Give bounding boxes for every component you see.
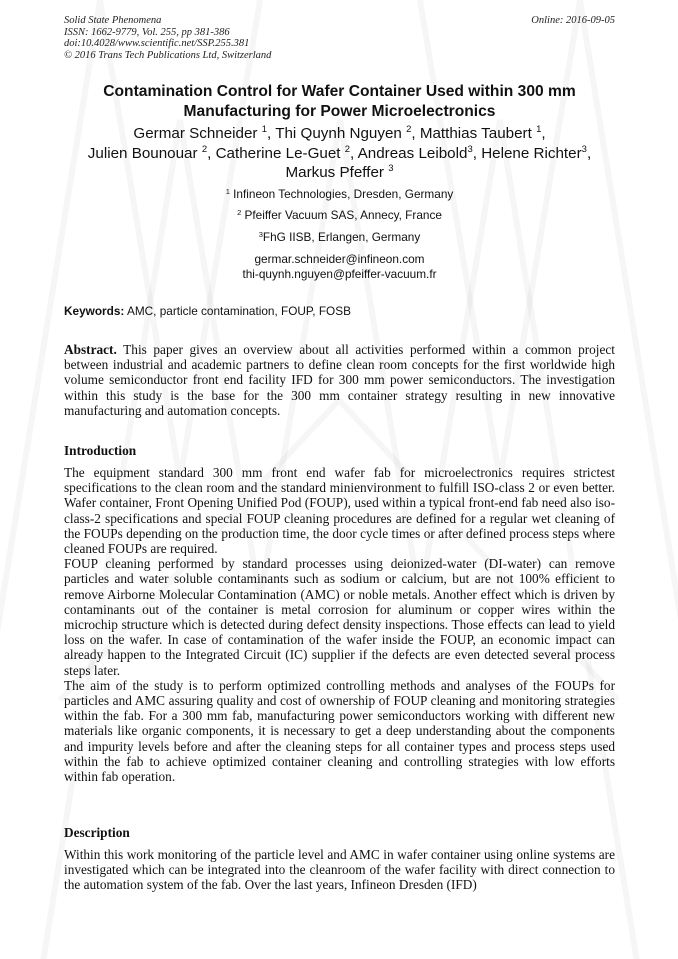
affiliation-3 bbox=[64, 230, 615, 245]
description-body bbox=[64, 847, 615, 893]
abstract-label: Abstract. bbox=[64, 342, 117, 357]
author-affiliation-mark: 1 bbox=[261, 124, 268, 135]
author-affiliation-mark: 2 bbox=[406, 124, 412, 135]
section-heading-introduction: Introduction bbox=[64, 443, 137, 458]
section-heading-description: Description bbox=[64, 825, 130, 840]
keywords-text: AMC, particle contamination, FOUP, FOSB bbox=[126, 304, 351, 318]
journal-issn: ISSN: 1662-9779, Vol. 255, pp 381-386 bbox=[64, 26, 230, 38]
affiliation-2 bbox=[64, 208, 615, 223]
journal-name: Solid State Phenomena bbox=[64, 15, 162, 26]
author-affiliation-mark: 2 bbox=[201, 143, 208, 155]
author: Andreas Leibold bbox=[357, 144, 468, 162]
keywords-label: Keywords: bbox=[64, 304, 125, 318]
paragraph: Within this work monitoring of the particle level and AMC in wafer container using online systems are investigated which can be integrated into the cleanroom of the wafer facility with direct connection to the automation system of the fab. Over the last years, Infineon Dresden (IFD) bbox=[64, 847, 615, 893]
affiliation-1 bbox=[64, 187, 615, 202]
author-affiliation-mark: 2 bbox=[344, 143, 351, 155]
author-affiliation-mark: 3 bbox=[581, 143, 587, 155]
author: Helene Richter bbox=[481, 144, 582, 162]
abstract bbox=[64, 342, 615, 418]
keywords bbox=[64, 304, 351, 319]
affiliation-text: Pfeiffer Vacuum SAS, Annecy, France bbox=[244, 208, 442, 222]
affiliation-mark: 1 bbox=[225, 187, 230, 196]
affiliation-mark: 3 bbox=[258, 230, 263, 239]
paragraph: The aim of the study is to perform optimized controlling methods and analyses of the FOUPs for particles and AMC assuring quality and cost of ownership of FOUP cleaning and monitoring strategies within the fab. For a 300 mm fab, manufacturing power semiconductors working with different new materials like organic components, it is necessary to get a deep understanding about the components and impurity levels before and after the cleaning steps for all container types and process steps used within the fab to achieve optimized container cleaning and controlling strategies with low efforts within fab operation. bbox=[64, 677, 615, 785]
abstract-text: This paper gives an overview about all activities performed within a common project between industrial and academic partners to define clean room concepts for the first worldwide high volume semiconductor front end facility IFD for 300 mm power semiconductors. The investigation within this study is the base for the 300 mm container strategy resulting in new innovative manufacturing and automation concepts. bbox=[64, 342, 615, 418]
author-list: Germar Schneider $^1$, Thi Quynh Nguyen $^2$, Matthias Taubert $^1$, Julien Bounouar $^2$, Catherine Le-Guet $^2$, Andreas Leibold$^3$, Helene Richter$^3$, Markus Pfeffer $^3$ bbox=[87, 124, 592, 181]
author-affiliation-mark: 1 bbox=[536, 124, 542, 135]
author-affiliation-mark: 3 bbox=[388, 163, 394, 174]
author: Thi Quynh Nguyen bbox=[275, 125, 402, 142]
author: Matthias Taubert bbox=[419, 125, 532, 142]
author: Markus Pfeffer bbox=[285, 164, 384, 181]
journal-copyright: © 2016 Trans Tech Publications Ltd, Switzerland bbox=[64, 49, 272, 61]
affiliation-text: Infineon Technologies, Dresden, Germany bbox=[233, 187, 454, 201]
introduction-body bbox=[64, 465, 615, 784]
affiliation-text: FhG IISB, Erlangen, Germany bbox=[262, 230, 421, 244]
journal-header bbox=[64, 15, 271, 61]
email-2[interactable]: thi-quynh.nguyen@pfeiffer-vacuum.fr bbox=[242, 267, 437, 281]
author: Catherine Le-Guet bbox=[215, 144, 341, 162]
author: Germar Schneider bbox=[133, 125, 258, 142]
journal-doi[interactable]: doi:10.4028/www.scientific.net/SSP.255.381 bbox=[64, 38, 250, 49]
paragraph: The equipment standard 300 mm front end wafer fab for microelectronics requires strictest specifications to the clean room and the standard minienvironment to fulfill ISO-class 2 or even better. Wafer container, Front Opening Unified Pod (FOUP), used within a typical front-end fab need also iso-class-2 specifications and special FOUP cleaning procedures are defined for a regular wet cleaning of the FOUPs depending on the production time, the door cycle times or after defined process steps where cleaned FOUPs are required. bbox=[64, 465, 615, 557]
online-date: Online: 2016-09-05 bbox=[531, 15, 615, 26]
author: Julien Bounouar bbox=[87, 144, 198, 162]
author-affiliation-mark: 3 bbox=[467, 143, 473, 155]
paper-title: Contamination Control for Wafer Container Used within 300 mm Manufacturing for Power Microelectronics bbox=[103, 83, 576, 120]
affiliation-mark: 2 bbox=[237, 208, 242, 217]
email-1[interactable]: germar.schneider@infineon.com bbox=[254, 252, 425, 266]
paragraph: FOUP cleaning performed by standard processes using deionized-water (DI-water) can remove particles and water soluble contaminants such as sodium or calcium, but are not 100% efficient to remove Airborne Molecular Contamination (AMC) or noble metals. Another effect which is driven by contaminants out of the container is metal corrosion for aluminum or copper wires within the microchip structure which is detected during defect density inspections. Those effects can lead to yield loss on the wafer. In case of contamination of the wafer inside the FOUP, an economic impact can already happen to the Integrated Circuit (IC) supplier if the defects are even detected several process steps later. bbox=[64, 556, 615, 678]
